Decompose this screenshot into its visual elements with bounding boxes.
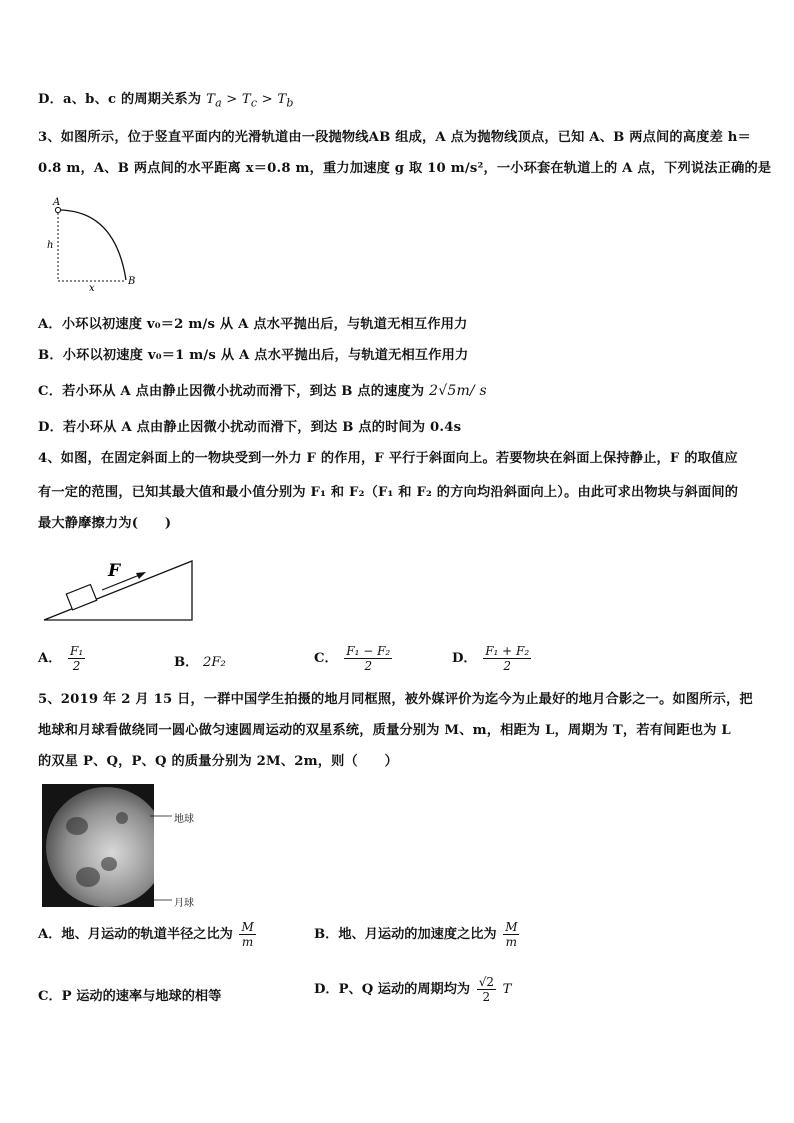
frac-den: m <box>241 935 254 949</box>
q4-option-b-value: 2F₂ <box>202 655 226 670</box>
q5-option-d <box>314 975 511 1004</box>
q3-label-b: B <box>128 276 136 287</box>
frac-den: m <box>505 935 518 949</box>
q3-option-a: A．小环以初速度 v₀＝2 m/s 从 A 点水平抛出后，与轨道无相互作用力 <box>38 317 468 332</box>
moon-disc <box>46 787 154 907</box>
q5-option-b-fraction <box>503 920 519 949</box>
q4-option-c <box>314 644 394 673</box>
frac-num: M <box>241 920 254 934</box>
q3-label-h: h <box>47 240 54 251</box>
q4-option-b <box>174 651 226 670</box>
frac-den: 2 <box>503 659 512 673</box>
prev-option-d <box>38 88 294 110</box>
q3-line2: 0.8 m，A、B 两点间的水平距离 x＝0.8 m，重力加速度 g 取 10 m/s²，一小环套在轨道上的 A 点，下列说法正确的是 <box>38 161 772 176</box>
q4-option-a-fraction <box>68 644 85 673</box>
q3-option-d: D．若小环从 A 点由静止因微小扰动而滑下，到达 B 点的时间为 0.4s <box>38 420 462 435</box>
frac-num: F₁ <box>70 644 84 658</box>
q5-option-b-text: B．地、月运动的加速度之比为 <box>314 927 497 942</box>
q4-option-c-label: C． <box>314 651 338 666</box>
q4-line3: 最大静摩擦力为( ) <box>38 516 172 531</box>
q5-option-a <box>38 920 258 949</box>
q3-label-x: x <box>89 283 95 294</box>
q3-option-b: B．小环以初速度 v₀＝1 m/s 从 A 点水平抛出后，与轨道无相互作用力 <box>38 348 469 363</box>
q4-option-d-label: D． <box>452 651 477 666</box>
q5-option-d-fraction <box>477 975 496 1004</box>
q4-option-d-fraction <box>483 644 531 673</box>
earth-label: 地球 <box>174 814 194 825</box>
frac-den: 2 <box>364 659 373 673</box>
q4-option-d <box>452 644 533 673</box>
q5-option-b <box>314 920 521 949</box>
period-relation: $T_a > T_c > T_b$ <box>206 92 294 110</box>
q4-option-c-fraction <box>344 644 392 673</box>
q4-option-b-label: B． <box>174 655 199 670</box>
q5-line2: 地球和月球看做绕同一圆心做匀速圆周运动的双星系统，质量分别为 M、m，相距为 L，周期为 T，若有间距也为 L <box>38 723 731 738</box>
q5-option-a-fraction <box>239 920 255 949</box>
q4-option-a <box>38 644 87 673</box>
q5-option-d-suffix: T <box>502 982 512 997</box>
q5-line1: 5、2019 年 2 月 15 日，一群中国学生拍摄的地月同框照，被外媒评价为迄今为止最好的地月合影之一。如图所示，把 <box>38 692 753 707</box>
frac-num: M <box>505 920 518 934</box>
earth-moon-photo <box>42 784 154 907</box>
frac-den: 2 <box>482 990 491 1004</box>
q5-option-a-text: A．地、月运动的轨道半径之比为 <box>38 927 233 942</box>
moon-label: 月球 <box>174 898 194 909</box>
q3-option-c-value: 2√5m/ s <box>429 383 487 399</box>
q5-option-d-text: D．P、Q 运动的周期均为 <box>314 982 471 997</box>
frac-num: F₁ − F₂ <box>346 644 391 658</box>
q3-option-c <box>38 380 487 399</box>
q3-option-c-text: C．若小环从 A 点由静止因微小扰动而滑下，到达 B 点的速度为 <box>38 384 425 399</box>
q5-line3: 的双星 P、Q，P、Q 的质量分别为 2M、2m，则（ ） <box>38 754 399 769</box>
frac-num: √2 <box>478 975 494 989</box>
frac-den: 2 <box>72 659 81 673</box>
q4-label-f: F <box>108 561 121 581</box>
q4-option-a-label: A． <box>38 651 62 666</box>
q5-option-c: C．P 运动的速率与地球的相等 <box>38 989 222 1004</box>
prev-option-d-text: D．a、b、c 的周期关系为 <box>38 92 202 107</box>
q4-incline-figure <box>40 554 200 624</box>
q3-parabola-figure <box>40 196 150 296</box>
frac-num: F₁ + F₂ <box>485 644 530 658</box>
q4-line1: 4、如图，在固定斜面上的一物块受到一外力 F 的作用，F 平行于斜面向上。若要物块在斜面上保持静止，F 的取值应 <box>38 451 738 466</box>
block <box>66 584 96 609</box>
q3-line1: 3、如图所示，位于竖直平面内的光滑轨道由一段抛物线AB 组成，A 点为抛物线顶点，已知 A、B 两点间的高度差 h＝ <box>38 130 751 145</box>
q4-line2: 有一定的范围，已知其最大值和最小值分别为 F₁ 和 F₂（F₁ 和 F₂ 的方向均沿斜面向上）。由此可求出物块与斜面间的 <box>38 485 739 500</box>
q3-label-a: A <box>53 197 61 208</box>
